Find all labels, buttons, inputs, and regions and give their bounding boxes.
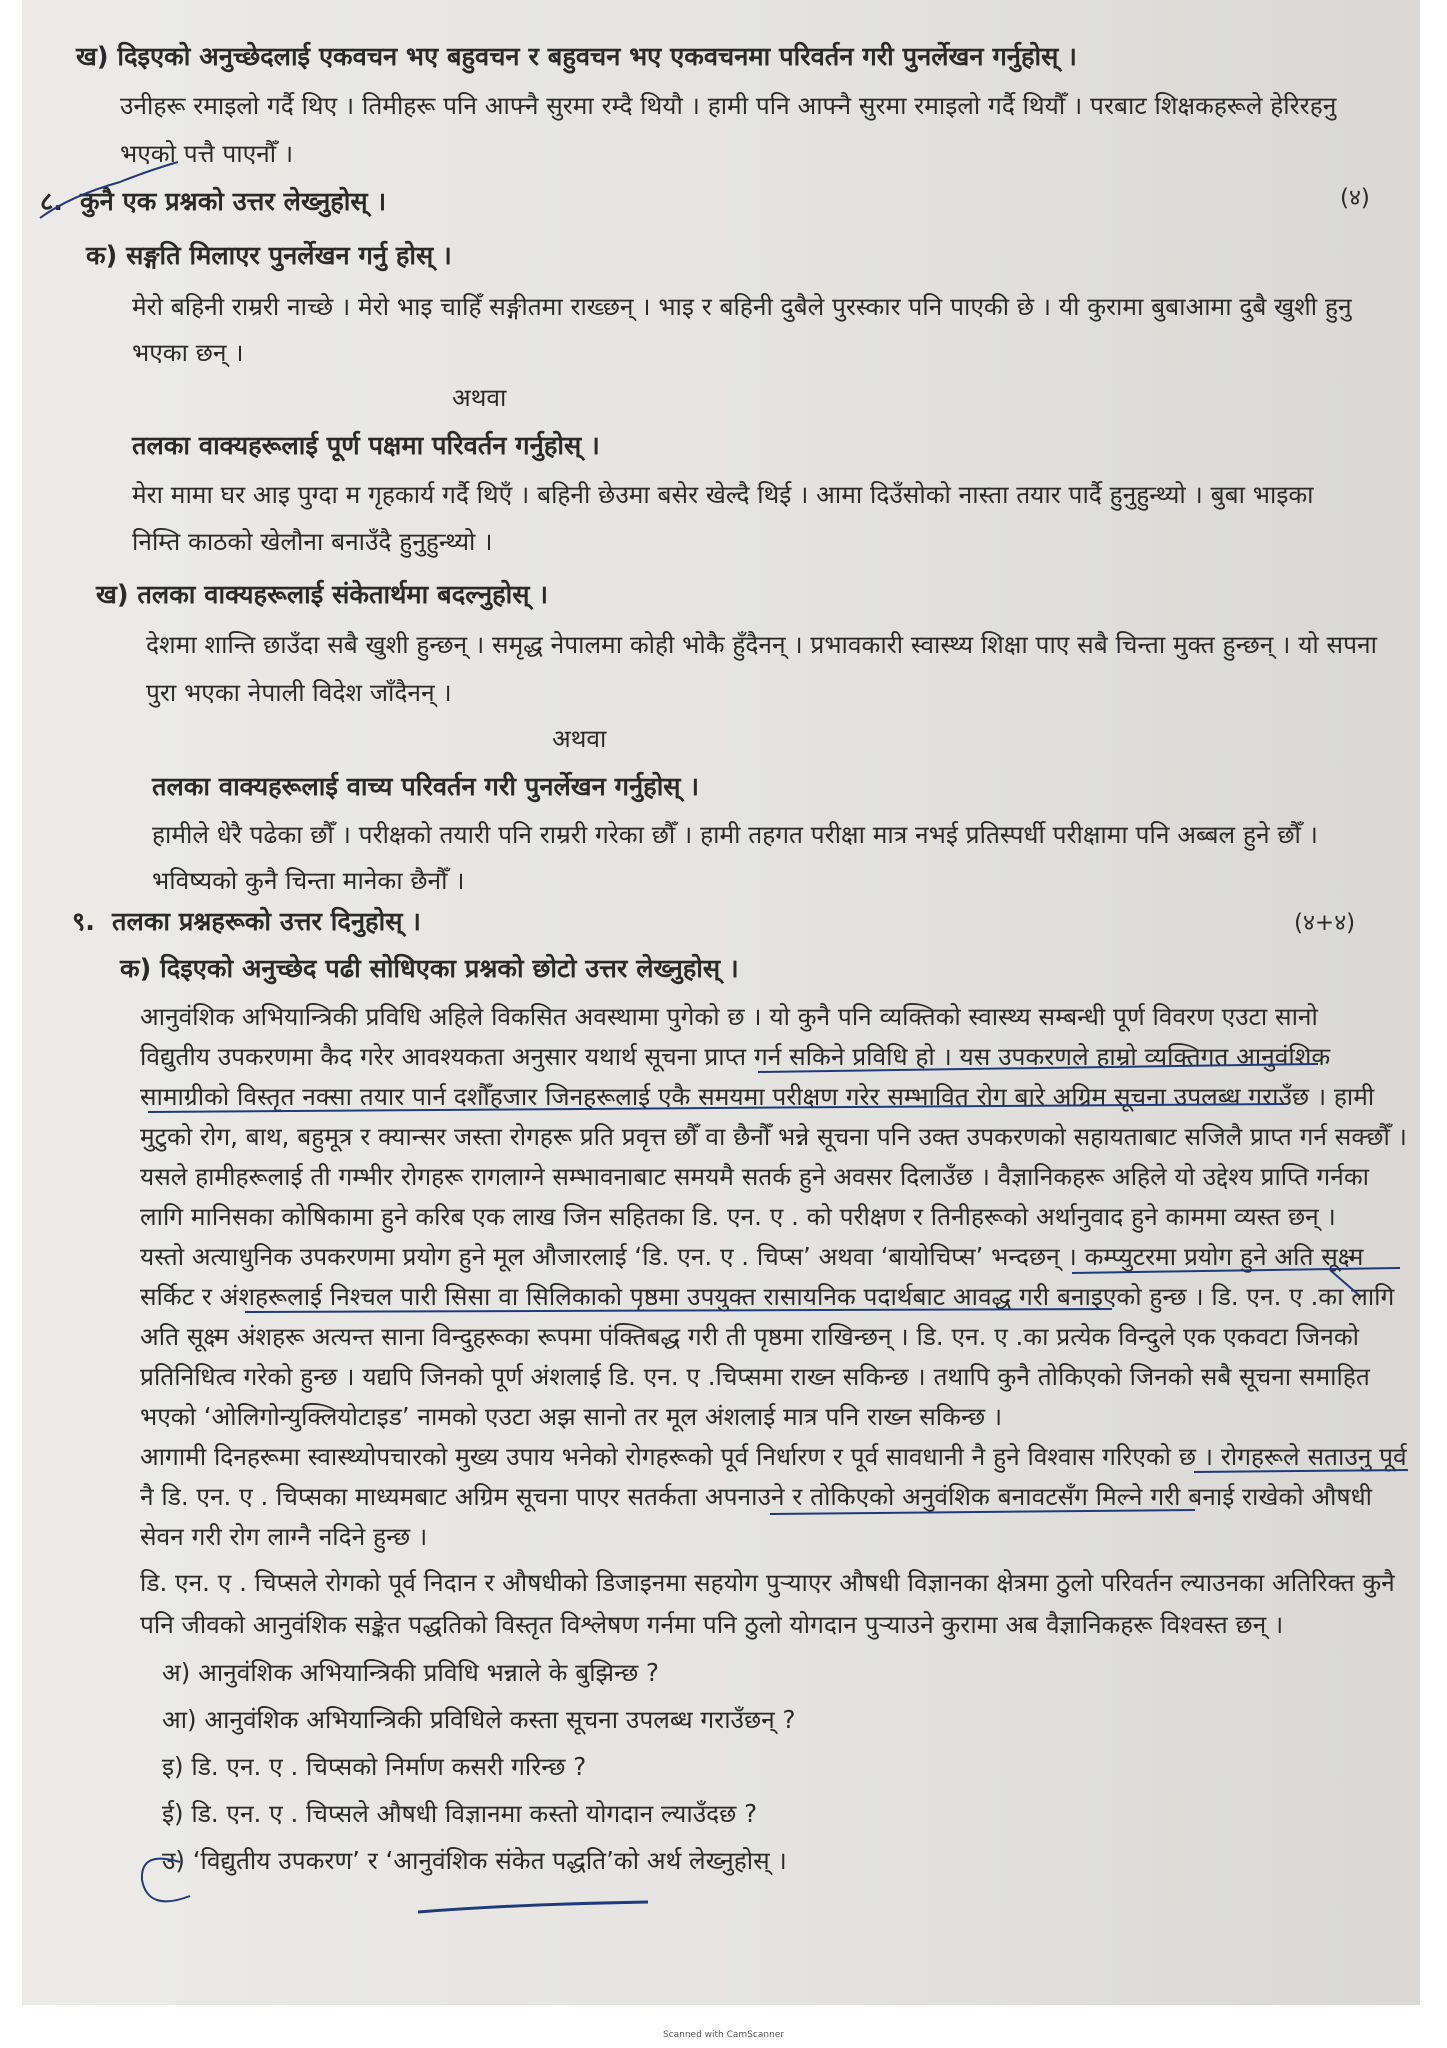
- q9-question-a: अ) आनुवंशिक अभियान्त्रिकी प्रविधि भन्नाले के बुझिन्छ ?: [162, 1658, 660, 1687]
- pen-underline-7: [418, 1902, 648, 1912]
- pen-underline-4: [245, 1309, 1112, 1312]
- q8a-alt-heading: तलका वाक्यहरूलाई पूर्ण पक्षमा परिवर्तन गर्नुहोस् ।: [132, 431, 600, 461]
- q9-question-ii: ई) डि. एन. ए . चिप्सले औषधी विज्ञानमा कस्तो योगदान ल्याउँदछ ?: [162, 1799, 758, 1828]
- q7b-line-1: उनीहरू रमाइलो गर्दै थिए । तिमीहरू पनि आफ्नै सुरमा रम्दै थियौ । हामी पनि आफ्नै सुरमा रमाइलो गर्दै थियौँ । परबाट शिक्षकहरूले हेरिरहनु: [120, 91, 1337, 120]
- q7b-heading: ख) दिइएको अनुच्छेदलाई एकवचन भए बहुवचन र बहुवचन भए एकवचनमा परिवर्तन गरी पुनर्लेखन गर्नुहोस् ।: [76, 42, 1077, 72]
- passage-line-3: सामाग्रीको विस्तृत नक्सा तयार पार्न दशौँहजार जिनहरूलाई एकै समयमा परीक्षण गरेर सम्भावित रोग बारे अग्रिम सूचना उपलब्ध गराउँछ । हामी: [140, 1082, 1375, 1111]
- passage-line-6: लागि मानिसका कोषिकामा हुने करिब एक लाख जिन सहितका डि. एन. ए . को परीक्षण र तिनीहरूको अर्थानुवाद हुने काममा व्यस्त छन् ।: [140, 1202, 1336, 1231]
- pen-underline-3: [1072, 1268, 1400, 1273]
- q8-heading: कुनै एक प्रश्नको उत्तर लेख्नुहोस् ।: [80, 187, 387, 217]
- q9-question-aa: आ) आनुवंशिक अभियान्त्रिकी प्रविधिले कस्ता सूचना उपलब्ध गराउँछन् ?: [162, 1705, 796, 1734]
- pen-underline-6: [770, 1510, 1195, 1514]
- passage-line-13: नै डि. एन. ए . चिप्सका माध्यमबाट अग्रिम सूचना पाएर सतर्कता अपनाउने र तोकिएको अनुवंशिक बनावटसँग मिल्ने गरी बनाई राखेको औषधी: [140, 1482, 1373, 1511]
- passage-line-10: प्रतिनिधित्व गरेको हुन्छ । यद्यपि जिनको पूर्ण अंशलाई डि. एन. ए .चिप्समा राख्न सकिन्छ । तथापि कुनै तोकिएको जिनको सबै सूचना समाहित: [140, 1362, 1370, 1391]
- pen-underline-2: [148, 1104, 1285, 1112]
- passage-line-11: भएको ‘ओलिगोन्युक्लियोटाइड’ नामको एउटा अझ सानो तर मूल अंशलाई मात्र पनि राख्न सकिन्छ ।: [140, 1402, 1003, 1431]
- q9-marks: (४+४): [1294, 910, 1356, 936]
- q9-question-i: इ) डि. एन. ए . चिप्सको निर्माण कसरी गरिन्छ ?: [162, 1752, 587, 1781]
- q8b-alt-heading: तलका वाक्यहरूलाई वाच्य परिवर्तन गरी पुनर्लेखन गर्नुहोस् ।: [152, 772, 700, 802]
- passage-line-15: डि. एन. ए . चिप्सले रोगको पूर्व निदान र औषधीको डिजाइनमा सहयोग पुऱ्याएर औषधी विज्ञानका क्षेत्रमा ठुलो परिवर्तन ल्याउनका अतिरिक्त कुनै: [140, 1568, 1395, 1597]
- passage-line-9: अति सूक्ष्म अंशहरू अत्यन्त साना विन्दुहरूका रूपमा पंक्तिबद्ध गरी ती पृष्ठमा राखिन्छन् । डि. एन. ए .का प्रत्येक विन्दुले एक एकवटा जिनको: [140, 1322, 1359, 1351]
- q8a-label: क) सङ्गति मिलाएर पुनर्लेखन गर्नु होस् ।: [86, 241, 452, 271]
- q8b-line-2: पुरा भएका नेपाली विदेश जाँदैनन् ।: [146, 678, 452, 707]
- pen-underline-5: [1194, 1470, 1408, 1472]
- q9-number: ९.: [72, 907, 95, 937]
- pen-circle-mark: [142, 1859, 190, 1902]
- passage-line-8: सर्किट र अंशहरूलाई निश्चल पारी सिसा वा सिलिकाको पृष्ठमा उपयुक्त रासायनिक पदार्थबाट आवद्ध गरी बनाइएको हुन्छ । डि. एन. ए .का लागि: [140, 1282, 1395, 1311]
- passage-line-2: विद्युतीय उपकरणमा कैद गरेर आवश्यकता अनुसार यथार्थ सूचना प्राप्त गर्न सकिने प्रविधि हो । यस उपकरणले हाम्रो व्यक्तिगत आनुवंशिक: [140, 1042, 1331, 1071]
- q8a-alt-line-2: निम्ति काठको खेलौना बनाउँदै हुनुहुन्थ्यो ।: [132, 527, 493, 556]
- passage-line-16: पनि जीवको आनुवंशिक सङ्केत पद्धतिको विस्तृत विश्लेषण गर्नमा पनि ठुलो योगदान पुऱ्याउने कुरामा अब वैज्ञानिकहरू विश्वस्त छन् ।: [140, 1610, 1284, 1639]
- q8b-alt-line-2: भविष्यको कुनै चिन्ता मानेका छैनौँ ।: [152, 866, 465, 895]
- scanner-watermark: Scanned with CamScanner: [662, 2030, 785, 2040]
- q8-marks: (४): [1340, 185, 1370, 211]
- passage-line-12: आगामी दिनहरूमा स्वास्थ्योपचारको मुख्य उपाय भनेको रोगहरूको पूर्व निर्धारण र पूर्व सावधानी नै हुने विश्वास गरिएको छ । रोगहरूले सताउनु पूर्व: [140, 1442, 1407, 1471]
- q8b-label: ख) तलका वाक्यहरूलाई संकेतार्थमा बदल्नुहोस् ।: [96, 580, 549, 610]
- q8a-or: अथवा: [452, 383, 507, 412]
- passage-line-14: सेवन गरी रोग लाग्नै नदिने हुन्छ ।: [140, 1522, 428, 1551]
- q8b-alt-line-1: हामीले धेरै पढेका छौँ । परीक्षको तयारी पनि राम्ररी गरेका छौँ । हामी तहगत परीक्षा मात्र नभई प्रतिस्पर्धी परीक्षामा पनि अब्बल हुने छौँ ।: [152, 820, 1318, 849]
- pen-check-mark: [40, 162, 178, 218]
- passage-line-7: यस्तो अत्याधुनिक उपकरणमा प्रयोग हुने मूल औजारलाई ‘डि. एन. ए . चिप्स’ अथवा ‘बायोचिप्स’ भन्दछन् । कम्प्युटरमा प्रयोग हुने अति सूक्ष्म: [140, 1242, 1364, 1271]
- q8a-line-1: मेरो बहिनी राम्ररी नाच्छे । मेरो भाइ चाहिँ सङ्गीतमा राख्छन् । भाइ र बहिनी दुबैले पुरस्कार पनि पाएकी छे । यी कुरामा बुबाआमा दुबै खुशी हुनु: [132, 292, 1352, 321]
- q9-heading: तलका प्रश्नहरूको उत्तर दिनुहोस् ।: [112, 907, 421, 937]
- q8a-line-2: भएका छन् ।: [132, 338, 244, 367]
- q8b-line-1: देशमा शान्ति छाउँदा सबै खुशी हुन्छन् । समृद्ध नेपालमा कोही भोकै हुँदैनन् । प्रभावकारी स्वास्थ्य शिक्षा पाए सबै चिन्ता मुक्त हुन्छन् । यो सपना: [146, 630, 1377, 659]
- pen-underline-1: [758, 1064, 1318, 1072]
- q8b-or: अथवा: [552, 724, 607, 753]
- q9-question-u: उ) ‘विद्युतीय उपकरण’ र ‘आनुवंशिक संकेत पद्धति’को अर्थ लेख्नुहोस् ।: [162, 1846, 787, 1875]
- q8-number: ८.: [40, 187, 63, 217]
- q7b-line-2: भएको पत्तै पाएनौँ ।: [120, 139, 294, 168]
- passage-line-5: यसले हामीहरूलाई ती गम्भीर रोगहरू रागलाग्ने सम्भावनाबाट समयमै सतर्क हुने अवसर दिलाउँछ । वैज्ञानिकहरू अहिले यो उद्देश्य प्राप्ति गर्नका: [140, 1162, 1369, 1191]
- q8a-alt-line-1: मेरा मामा घर आइ पुग्दा म गृहकार्य गर्दै थिएँ । बहिनी छेउमा बसेर खेल्दै थिई । आमा दिउँसोको नास्ता तयार पार्दै हुनुहुन्थ्यो । बुबा भाइका: [132, 480, 1314, 509]
- passage-line-4: मुटुको रोग, बाथ, बहुमूत्र र क्यान्सर जस्ता रोगहरू प्रति प्रवृत्त छौँ वा छैनौँ भन्ने सूचना पनि उक्त उपकरणको सहायताबाट सजिलै प्राप्त गर्न सक्छौँ ।: [140, 1122, 1407, 1151]
- pen-tick-mark: [1330, 1270, 1360, 1296]
- q9a-label: क) दिइएको अनुच्छेद पढी सोधिएका प्रश्नको छोटो उत्तर लेख्नुहोस् ।: [120, 954, 739, 984]
- passage-line-1: आनुवंशिक अभियान्त्रिकी प्रविधि अहिले विकसित अवस्थामा पुगेको छ । यो कुनै पनि व्यक्तिको स्वास्थ्य सम्बन्धी पूर्ण विवरण एउटा सानो: [140, 1002, 1318, 1031]
